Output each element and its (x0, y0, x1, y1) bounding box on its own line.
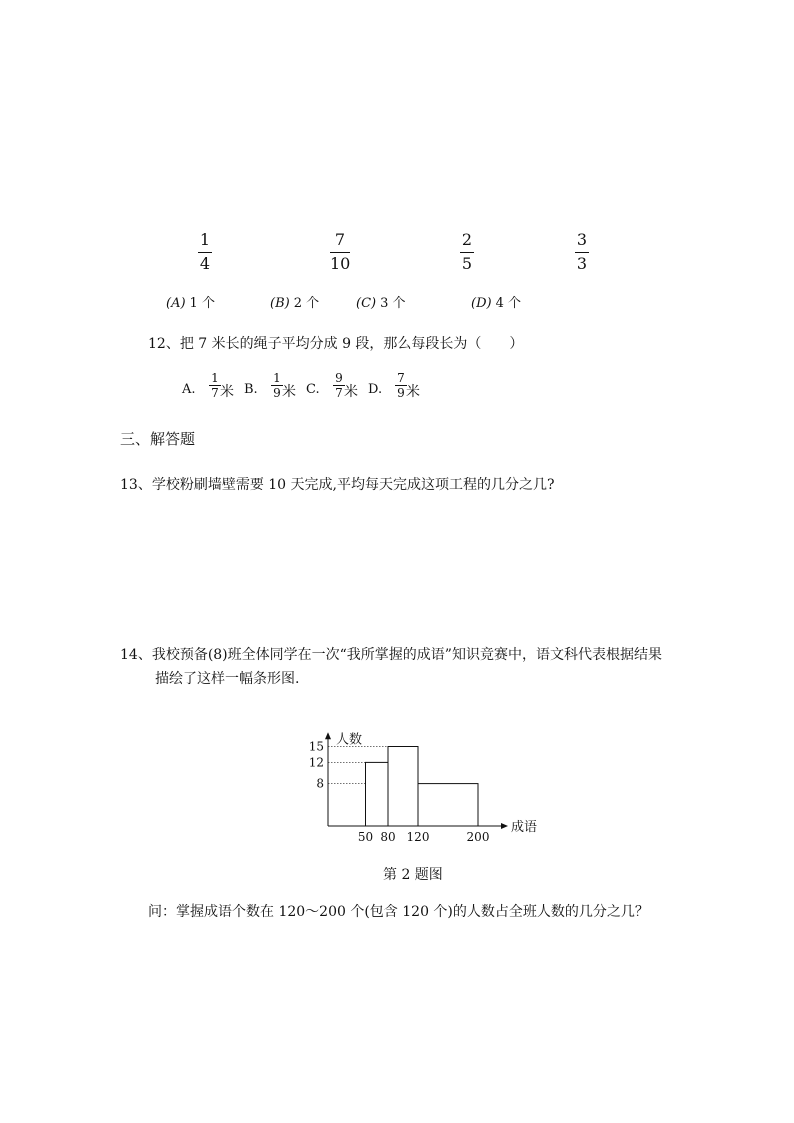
q14-line1: 14、我校预备(8)班全体同学在一次“我所掌握的成语”知识竞赛中，语文科代表根据结果 (120, 647, 662, 663)
y-axis-arrow (325, 732, 331, 739)
fraction-bar (198, 252, 212, 253)
x-tick-label: 80 (380, 830, 396, 844)
x-tick-label: 120 (406, 830, 430, 844)
q12-option-unit: 米 (282, 384, 296, 400)
y-tick-label: 15 (308, 739, 324, 754)
fraction-denominator: 10 (330, 254, 351, 273)
fraction-numerator: 9 (335, 371, 343, 385)
q12-option-unit: 米 (220, 384, 234, 400)
fraction-denominator: 9 (397, 386, 405, 400)
fraction-bar (460, 252, 474, 253)
y-axis-label: 人数 (336, 732, 363, 748)
q12-option-label: D. (368, 382, 383, 397)
fraction-denominator: 9 (273, 386, 281, 400)
fraction-bar (575, 252, 589, 253)
q12-option-unit: 米 (406, 384, 420, 400)
fraction-denominator: 7 (335, 386, 343, 400)
option-text: 4 个 (495, 296, 521, 311)
fraction-numerator: 1 (199, 230, 211, 249)
y-tick-label: 12 (308, 755, 324, 770)
chart-bar (366, 762, 389, 826)
q11-fraction (575, 231, 589, 273)
q11-option (471, 292, 521, 311)
section-title: 三、解答题 (120, 430, 196, 448)
bar-chart (300, 700, 540, 850)
fraction-denominator: 5 (461, 254, 473, 273)
fraction-denominator: 4 (199, 254, 211, 273)
fraction-numerator: 3 (576, 230, 588, 249)
q12-stem: 12、把 7 米长的绳子平均分成 9 段，那么每段长为（ ） (148, 336, 524, 352)
x-tick-label: 200 (466, 830, 490, 844)
y-tick-label: 8 (316, 776, 324, 791)
option-letter: (D) (471, 296, 492, 311)
option-letter: (A) (166, 296, 186, 311)
q14-line2: 描绘了这样一幅条形图. (155, 671, 300, 687)
chart-bar (418, 784, 478, 826)
fraction-denominator: 3 (576, 254, 588, 273)
q13-text: 13、学校粉刷墙壁需要 10 天完成,平均每天完成这项工程的几分之几? (120, 477, 555, 493)
x-tick-label: 50 (357, 830, 374, 844)
option-text: 2 个 (293, 296, 320, 311)
q11-fraction (460, 231, 474, 273)
q11-option (166, 292, 215, 311)
fraction-denominator: 7 (211, 386, 219, 400)
option-text: 3 个 (380, 296, 406, 311)
x-axis-arrow (501, 823, 508, 829)
chart-bar (388, 747, 418, 827)
fraction-numerator: 7 (397, 371, 405, 385)
fraction-numerator: 2 (461, 230, 473, 249)
q11-fraction (198, 231, 212, 273)
fraction-numerator: 1 (273, 371, 281, 385)
q11-option (270, 292, 319, 311)
option-text: 1 个 (189, 296, 215, 311)
q11-fraction (330, 231, 350, 273)
fraction-bar (330, 252, 350, 253)
fraction-numerator: 7 (334, 230, 346, 249)
fraction-numerator: 1 (211, 371, 219, 385)
q12-option-label: A. (182, 382, 196, 397)
q12-option-label: B. (244, 382, 258, 397)
q14-question: 问：掌握成语个数在 120～200 个(包含 120 个)的人数占全班人数的几分之几？ (148, 904, 649, 920)
q11-option (356, 292, 406, 311)
x-axis-label: 成语 (511, 820, 538, 835)
chart-caption: 第 2 题图 (383, 867, 443, 883)
option-letter: (B) (270, 296, 290, 311)
q12-option-unit: 米 (344, 384, 358, 400)
q12-option-label: C. (306, 382, 320, 397)
option-letter: (C) (356, 296, 377, 311)
